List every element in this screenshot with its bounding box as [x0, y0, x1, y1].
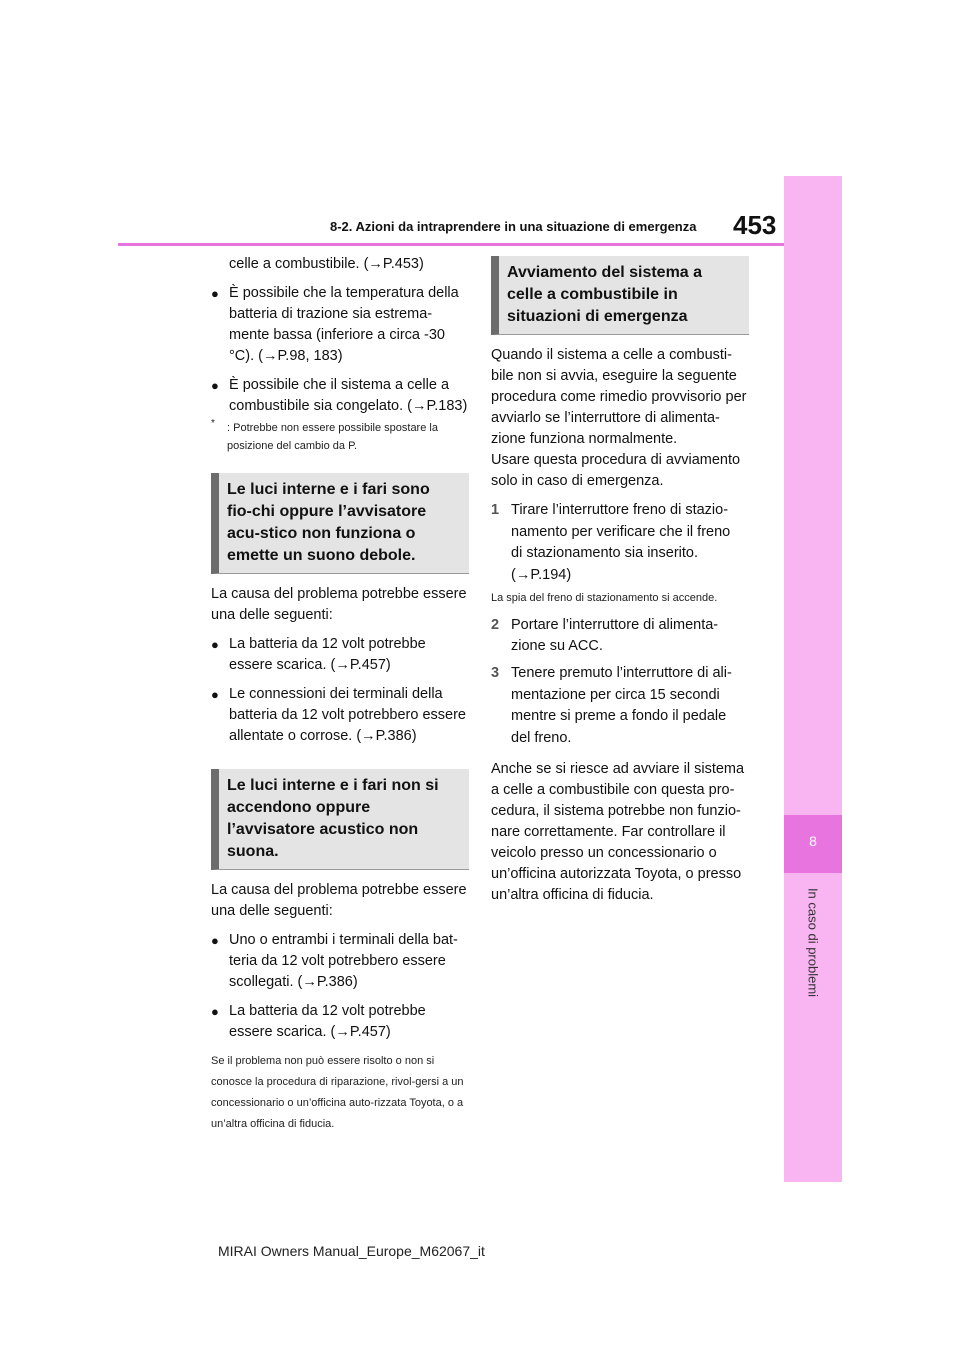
right-column — [491, 256, 749, 906]
continued-line: celle a combustibile. (→P.453) — [229, 256, 424, 272]
bullet-item: ● È possibile che la temperatura della batteria di trazione sia estrema-mente bassa (inferiore a circa -30 °C). (→P.98, 183) — [211, 283, 469, 367]
bullet-item: ● Le connessioni dei terminali della batteria da 12 volt potrebbero essere allentate o corrose. (→P.386) — [211, 684, 469, 747]
repair-note: Se il problema non può essere risolto o non si conosce la procedura di riparazione, rivol-gersi a un concessionario o un’officina auto-rizzata Toyota, o a un’altra officina di fiducia. — [211, 1055, 464, 1130]
section-intro: La causa del problema potrebbe essere una delle seguenti: — [211, 586, 467, 623]
header-rule — [118, 243, 784, 246]
bullet-item: ● La batteria da 12 volt potrebbe essere scarica. (→P.457) — [211, 634, 469, 676]
section-heading: Le luci interne e i fari non si accendono oppure l’avvisatore acustico non suona. — [211, 769, 469, 870]
footer-text: MIRAI Owners Manual_Europe_M62067_it — [218, 1243, 485, 1259]
step-line: mentazione per circa 15 secondi — [511, 686, 720, 703]
step-line: di stazionamento sia inserito. — [511, 545, 698, 561]
step-line: (→P.194) — [511, 566, 572, 583]
section-header-title: 8-2. Azioni da intraprendere in una situazione di emergenza — [330, 219, 697, 234]
step-number: 1 — [491, 502, 500, 518]
step-number: 2 — [491, 616, 500, 633]
step-line: Tirare l’interruttore freno di stazio- — [511, 502, 729, 518]
step-note: La spia del freno di stazionamento si accende. — [491, 591, 718, 604]
side-tab — [784, 176, 842, 1182]
footnote-text: : Potrebbe non essere possibile spostare la posizione del cambio da P. — [227, 422, 438, 452]
section-intro-2: Usare questa procedura di avviamento solo in caso di emergenza. — [491, 452, 741, 489]
section-intro: La causa del problema potrebbe essere una delle seguenti: — [211, 882, 467, 919]
footnote-mark: * — [211, 418, 215, 429]
section-intro: Quando il sistema a celle a combusti-bile non si avvia, eseguire la seguente procedura come rimedio provvisorio per avviarlo se l’interruttore di alimenta-zione funziona normalmente. — [491, 347, 747, 447]
section-heading: Avviamento del sistema a celle a combustibile in situazioni di emergenza — [491, 256, 749, 335]
section-heading: Le luci interne e i fari sono fio-chi oppure l’avvisatore acu-stico non funziona o emette un suono debole. — [211, 473, 469, 574]
bullet-item: ● È possibile che il sistema a celle a combustibile sia congelato. (→P.183) — [211, 375, 469, 417]
chapter-number: 8 — [809, 833, 817, 849]
page-number: 453 — [733, 210, 777, 240]
chapter-label: In caso di problemi — [805, 887, 821, 998]
bullet-item: ● La batteria da 12 volt potrebbe essere scarica. (→P.457) — [211, 1001, 469, 1043]
step-2 — [491, 615, 749, 658]
step-1 — [491, 500, 749, 586]
step-line: del freno. — [511, 729, 572, 746]
bullet-item: ● Uno o entrambi i terminali della bat-teria da 12 volt potrebbero essere scollegati. (→P.386) — [211, 930, 469, 993]
left-column — [211, 254, 469, 1135]
step-line: zione su ACC. — [511, 638, 603, 654]
footnote — [211, 419, 469, 455]
step-line: Portare l’interruttore di alimenta- — [511, 616, 719, 633]
step-line: Tenere premuto l’interruttore di ali- — [511, 665, 732, 681]
step-line: namento per verificare che il freno — [511, 523, 731, 540]
closing-paragraph: Anche se si riesce ad avviare il sistema a celle a combustibile con questa pro-cedura, il sistema potrebbe non funzio-nare correttamente. Far controllare il veicolo presso un concessionario o un’officina autorizzata Toyota, o presso un’altra officina di fiducia. — [491, 760, 745, 903]
step-line: mentre si preme a fondo il pedale — [511, 708, 727, 724]
step-number: 3 — [491, 665, 500, 681]
step-3 — [491, 663, 749, 749]
